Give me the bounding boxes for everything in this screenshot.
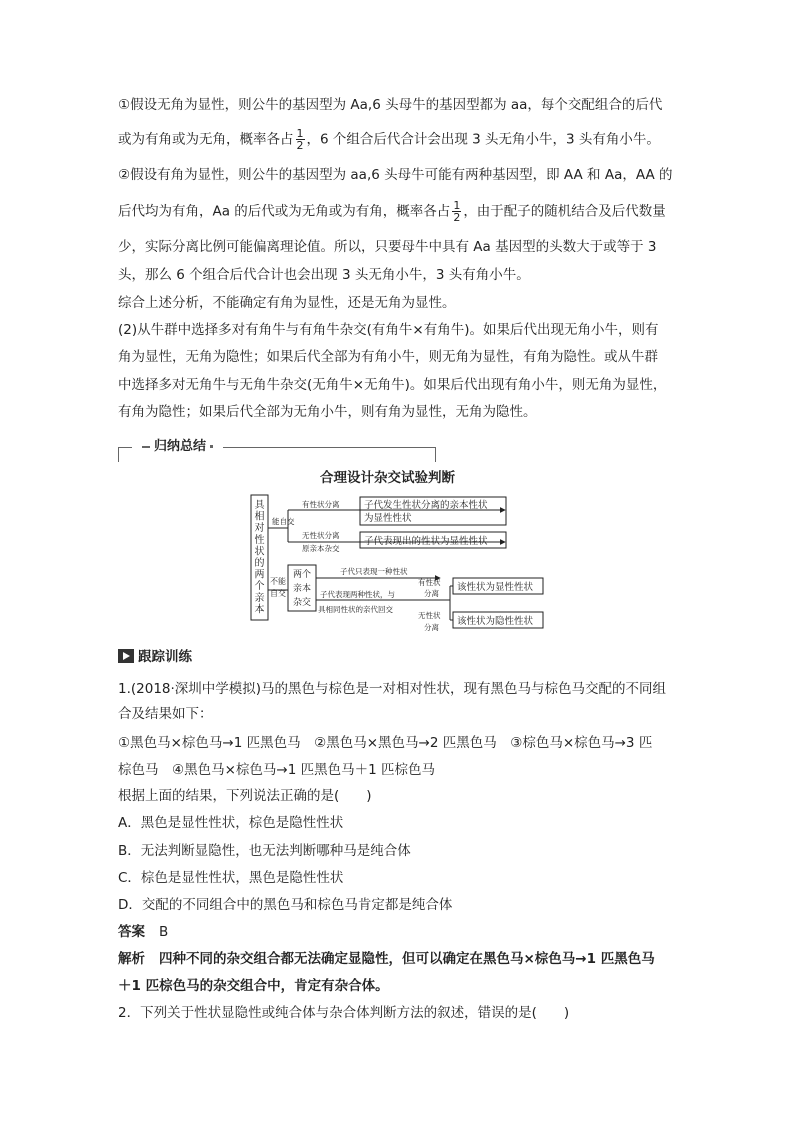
option-d: D．交配的不同组合中的黑色马和棕色马肯定都是纯合体 — [118, 897, 453, 913]
seg-label: 有性状分离 — [302, 500, 340, 509]
cross-box-line-1: 两个 — [292, 570, 312, 580]
q1-line-1: 1.(2018·深圳中学模拟)马的黑色与棕色是一对相对性状，现有黑色马与棕色马交配的不同组 — [118, 681, 667, 697]
analysis-label: 解析 — [118, 951, 145, 967]
back-seg-label-1: 有性状 — [418, 578, 441, 587]
parent-box-char: 对 — [254, 523, 265, 535]
parent-box-char: 亲 — [254, 592, 265, 604]
para-line-10: 中选择多对无角牛与无角牛杂交(无角牛×无角牛)。如果后代出现有角小牛，则无角为显性， — [118, 377, 667, 393]
noseg-result-text: 子代表现出的性状为显性性状 — [364, 536, 488, 547]
two-traits-label-1: 子代表现两种性状，与 — [320, 590, 395, 599]
parent-box-char: 本 — [254, 604, 265, 616]
noseg-label-2: 原亲本杂交 — [302, 544, 340, 553]
q1-line-2: 合及结果如下： — [118, 706, 213, 722]
noseg-label-1: 无性状分离 — [302, 531, 340, 540]
para-line-1: ①假设无角为显性，则公牛的基因型为 Aa,6 头母牛的基因型都为 aa，每个交配组合的后代 — [118, 97, 663, 113]
back-seg-result-text: 该性状为显性性状 — [457, 582, 534, 593]
training-heading: 跟踪训练 — [118, 648, 192, 666]
para-line-4b: ，由于配子的随机结合及后代数量 — [463, 203, 666, 220]
back-seg-label-2: 分离 — [424, 589, 439, 598]
analysis-line-2: ＋1 匹棕色马的杂交组合中，肯定有杂合体。 — [118, 978, 389, 994]
parent-box-char: 两 — [254, 569, 265, 581]
para-line-8: (2)从牛群中选择多对有角牛与有角牛杂交(有角牛×有角牛)。如果后代出现无角小牛，则有 — [118, 322, 659, 338]
q1-line-4: 棕色马 ④黑色马×棕色马→1 匹黑色马＋1 匹棕色马 — [118, 762, 435, 778]
parent-box-char: 的 — [254, 558, 265, 569]
back-noseg-label-1: 无性状 — [418, 611, 441, 620]
parent-box-char: 个 — [254, 581, 265, 593]
one-trait-label: 子代只表现一种性状 — [340, 567, 408, 576]
para-line-9: 角为显性，无角为隐性；如果后代全部为有角小牛，则无角为显性，有角为隐性。或从牛群 — [118, 349, 658, 365]
answer-value: B — [159, 924, 169, 940]
option-c: C．棕色是显性性状，黑色是隐性性状 — [118, 870, 344, 886]
analysis-text-1: 四种不同的杂交组合都无法确定显隐性，但可以确定在黑色马×棕色马→1 匹黑色马 — [159, 951, 655, 967]
option-a: A．黑色是显性性状，棕色是隐性性状 — [118, 815, 344, 831]
seg-result-line-2: 为显性性状 — [364, 513, 412, 524]
para-line-7: 综合上述分析，不能确定有角为显性，还是无角为显性。 — [118, 295, 456, 311]
parent-box-char: 具 — [254, 500, 265, 511]
analysis-line-1 — [118, 950, 655, 968]
para-line-11: 有角为隐性；如果后代全部为无角小牛，则有角为显性，无角为隐性。 — [118, 404, 537, 420]
para-line-2a: 或为有角或为无角，概率各占 — [118, 131, 294, 148]
summary-label: 归纳总结 — [132, 438, 223, 456]
para-line-5: 少，实际分离比例可能偏离理论值。所以，只要母牛中具有 Aa 基因型的头数大于或等于 3 — [118, 239, 657, 255]
option-b: B．无法判断显隐性，也无法判断哪种马是纯合体 — [118, 843, 411, 859]
cross-box-line-3: 杂交 — [292, 598, 312, 608]
cross-box-line-2: 亲本 — [292, 584, 312, 594]
parent-box-char: 性 — [254, 534, 265, 546]
answer-line — [118, 923, 168, 941]
q2-line: 2．下列关于性状显隐性或纯合体与杂合体判断方法的叙述，错误的是( ) — [118, 1005, 570, 1021]
back-noseg-label-2: 分离 — [424, 623, 439, 632]
para-line-4a: 后代均为有角，Aa 的后代或为无角或为有角，概率各占 — [118, 203, 451, 220]
diagram-title: 合理设计杂交试验判断 — [320, 470, 455, 486]
q1-line-5: 根据上面的结果，下列说法正确的是( ) — [118, 788, 372, 804]
fraction-half-2: $\frac{1}{2}$ — [453, 199, 461, 224]
answer-label: 答案 — [118, 924, 145, 940]
self-cross-label: 能自交 — [272, 517, 295, 526]
para-line-2b: ，6 个组合后代合计会出现 3 头无角小牛，3 头有角小牛。 — [306, 131, 660, 148]
q1-line-3: ①黑色马×棕色马→1 匹黑色马 ②黑色马×黑色马→2 匹黑色马 ③棕色马×棕色马→3 匹 — [118, 735, 653, 751]
para-line-6: 头，那么 6 个组合后代合计也会出现 3 头无角小牛，3 头有角小牛。 — [118, 267, 530, 283]
parent-box-char: 状 — [254, 546, 265, 558]
no-self-label-1: 不能 — [270, 577, 286, 586]
para-line-3: ②假设有角为显性，则公牛的基因型为 aa,6 头母牛可能有两种基因型，即 AA 和 Aa，AA 的 — [118, 167, 673, 183]
no-self-label-2: 自交 — [270, 589, 286, 598]
back-noseg-result-text: 该性状为隐性性状 — [457, 616, 534, 627]
fraction-half: $\frac{1}{2}$ — [296, 127, 304, 152]
play-icon — [118, 649, 134, 663]
seg-result-line-1: 子代发生性状分离的亲本性状 — [364, 500, 488, 511]
two-traits-label-2: 具相同性状的亲代回交 — [318, 605, 393, 614]
parent-box-char: 相 — [254, 511, 265, 523]
